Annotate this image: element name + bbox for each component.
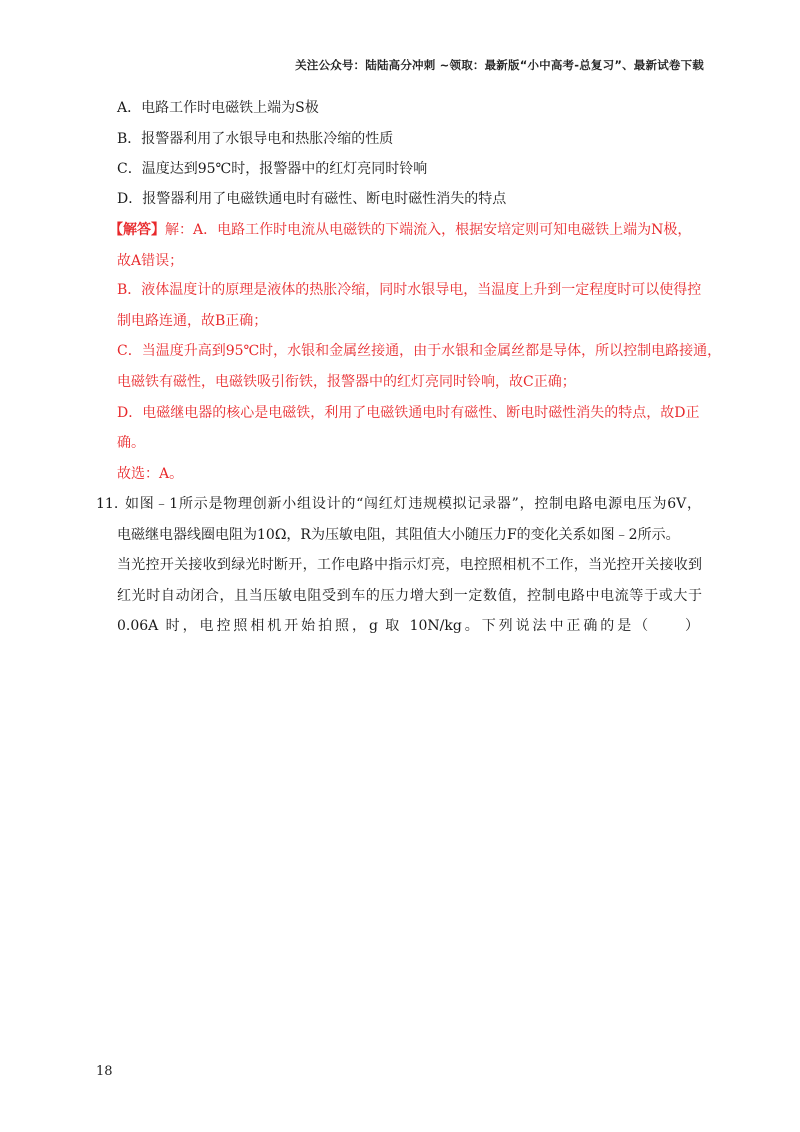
option-letter: C． — [117, 161, 142, 177]
answer-line-2: 故A错误； — [117, 253, 184, 269]
answer-line-3: B．液体温度计的原理是液体的热胀冷缩，同时水银导电，当温度上升到一定程度时可以使得控 — [117, 282, 702, 298]
answer-line-8: 确。 — [117, 435, 145, 451]
answer-conclusion: 故选：A。 — [117, 466, 184, 482]
option-text: 报警器利用了水银导电和热胀冷缩的性质 — [141, 131, 394, 147]
option-letter: D． — [117, 191, 143, 207]
option-b — [117, 129, 393, 149]
question-line-3: 当光控开关接收到绿光时断开，工作电路中指示灯亮，电控照相机不工作，当光控开关接收到 — [117, 557, 702, 573]
question-line-2: 电磁继电器线圈电阻为10Ω，R为压敏电阻，其阻值大小随压力F的变化关系如图﹣2所示。 — [117, 527, 680, 543]
answer-line-1 — [109, 220, 691, 240]
option-c — [117, 159, 427, 179]
option-d — [117, 189, 506, 209]
answer-line-4: 制电路连通，故B正确； — [117, 313, 268, 329]
page-number: 18 — [96, 1064, 113, 1079]
answer-line-7: D．电磁继电器的核心是电磁铁，利用了电磁铁通电时有磁性、断电时磁性消失的特点，故D正 — [117, 405, 700, 421]
answer-line-6: 电磁铁有磁性，电磁铁吸引衔铁，报警器中的红灯亮同时铃响，故C正确； — [117, 374, 576, 390]
option-letter: A． — [117, 100, 142, 116]
answer-text: 解：A．电路工作时电流从电磁铁的下端流入，根据安培定则可知电磁铁上端为N极， — [165, 222, 692, 238]
option-text: 电路工作时电磁铁上端为S极 — [141, 100, 319, 116]
answer-label: 【解答】 — [109, 222, 165, 238]
question-number: 11. — [96, 496, 119, 512]
question-line-5: 0.06A 时，电控照相机开始拍照，g 取 10N/kg。下列说法中正确的是（ ） — [117, 618, 699, 634]
option-text: 报警器利用了电磁铁通电时有磁性、断电时磁性消失的特点 — [142, 191, 507, 207]
answer-line-5: C．当温度升高到95℃时，水银和金属丝接通，由于水银和金属丝都是导体，所以控制电路接通， — [117, 343, 722, 359]
question-line-4: 红光时自动闭合，且当压敏电阻受到车的压力增大到一定数值，控制电路中电流等于或大于 — [117, 588, 702, 604]
option-text: 温度达到95℃时，报警器中的红灯亮同时铃响 — [141, 161, 428, 177]
question-line-1: 如图﹣1所示是物理创新小组设计的“闯红灯违规模拟记录器”，控制电路电源电压为6V， — [125, 496, 701, 512]
header-divider — [96, 76, 704, 77]
option-a — [117, 98, 319, 118]
page-header: 关注公众号：陆陆高分冲刺 ~领取：最新版“小中高考-总复习”、最新试卷下载 — [295, 58, 704, 72]
option-letter: B． — [117, 131, 142, 147]
